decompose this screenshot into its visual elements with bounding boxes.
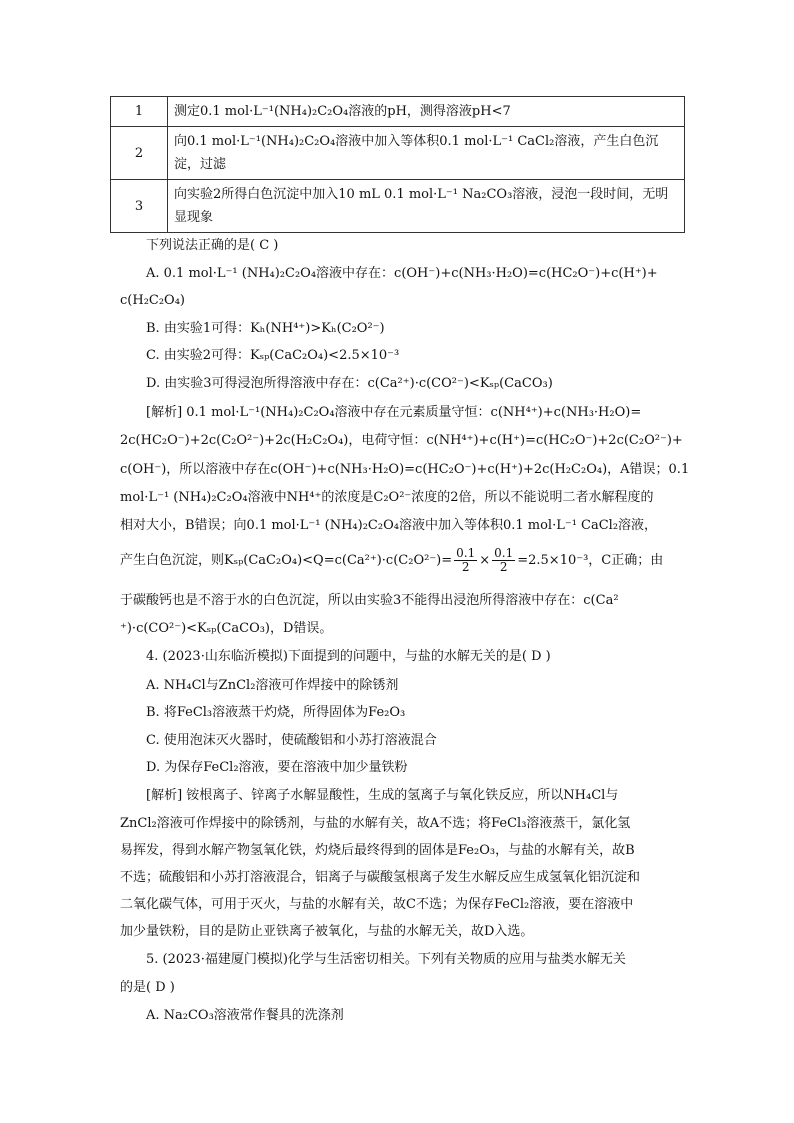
- analysis-line: 加少量铁粉，目的是防止亚铁离子被氧化，与盐的水解无关，故D入选。: [120, 924, 534, 939]
- question-stem: 下列说法正确的是( C ): [146, 238, 279, 253]
- analysis-line: c(OH⁻)，所以溶液中存在c(OH⁻)+c(NH₃·H₂O)=c(HC₂O⁻)+c(H⁺)+2c(H₂C₂O₄)，A错误；0.1: [120, 462, 690, 477]
- option-b: B. 由实验1可得：Kₕ(NH⁴⁺)>Kₕ(C₂O²⁻): [146, 321, 385, 336]
- option-a-cont: c(H₂C₂O₄): [120, 293, 185, 308]
- analysis-line: 易挥发，得到水解产物氢氧化铁，灼烧后最终得到的固体是Fe₂O₃，与盐的水解有关，故B: [120, 843, 635, 858]
- question-5-cont: 的是( D ): [120, 980, 175, 995]
- analysis-line-with-fraction: 产生白色沉淀，则Kₛₚ(CaC₂O₄)<Q=c(Ca²⁺)·c(C₂O²⁻)= $\frac{0.1}{2}$ × $\frac{0.1}{2}$ =2.5×10⁻³，C正确；由: [120, 546, 664, 574]
- analysis-line: mol·L⁻¹ (NH₄)₂C₂O₄溶液中NH⁴⁺的浓度是C₂O²⁻浓度的2倍，所以不能说明二者水解程度的: [120, 490, 654, 505]
- table-row: [111, 180, 685, 233]
- experiment-table: [110, 96, 685, 233]
- fraction: $\frac{0.1}{2}$: [494, 546, 514, 574]
- row-text: 向实验2所得白色沉淀中加入10 mL 0.1 mol·L⁻¹ Na₂CO₃溶液，浸泡一段时间，无明显现象: [168, 180, 685, 233]
- option-c: C. 由实验2可得：Kₛₚ(CaC₂O₄)<2.5×10⁻³: [146, 348, 400, 363]
- analysis-line: [解析] 铵根离子、锌离子水解显酸性，生成的氢离子与氧化铁反应，所以NH₄Cl与: [146, 788, 619, 803]
- table-row: [111, 127, 685, 180]
- question-5: 5. (2023·福建厦门模拟)化学与生活密切相关。下列有关物质的应用与盐类水解无关: [146, 952, 626, 967]
- row-text: 向0.1 mol·L⁻¹(NH₄)₂C₂O₄溶液中加入等体积0.1 mol·L⁻¹ CaCl₂溶液，产生白色沉淀，过滤: [168, 127, 685, 180]
- question-4: 4. (2023·山东临沂模拟)下面提到的问题中，与盐的水解无关的是( D ): [146, 649, 551, 664]
- row-number: 2: [111, 127, 168, 180]
- q4-option-c: C. 使用泡沫灭火器时，使硫酸铝和小苏打溶液混合: [146, 733, 437, 748]
- analysis-line: 于碳酸钙也是不溶于水的白色沉淀，所以由实验3不能得出浸泡所得溶液中存在：c(Ca²: [120, 593, 619, 608]
- q4-option-d: D. 为保存FeCl₂溶液，要在溶液中加少量铁粉: [146, 760, 408, 775]
- analysis-line: 2c(HC₂O⁻)+2c(C₂O²⁻)+2c(H₂C₂O₄)，电荷守恒：c(NH⁴⁺)+c(H⁺)=c(HC₂O⁻)+2c(C₂O²⁻)+: [120, 433, 683, 448]
- analysis-line: 二氧化碳气体，可用于灭火，与盐的水解有关，故C不选；为保存FeCl₂溶液，要在溶液中: [120, 897, 634, 912]
- row-number: 1: [111, 97, 168, 127]
- table-row: [111, 97, 685, 127]
- row-text: 测定0.1 mol·L⁻¹(NH₄)₂C₂O₄溶液的pH，测得溶液pH<7: [168, 97, 685, 127]
- fraction: $\frac{0.1}{2}$: [456, 546, 476, 574]
- q5-option-a: A. Na₂CO₃溶液常作餐具的洗涤剂: [146, 1008, 344, 1023]
- analysis-line: ZnCl₂溶液可作焊接中的除锈剂，与盐的水解有关，故A不选；将FeCl₃溶液蒸干，氯化氢: [120, 816, 631, 831]
- analysis-text: 产生白色沉淀，则Kₛₚ(CaC₂O₄)<Q=c(Ca²⁺)·c(C₂O²⁻)=: [120, 553, 453, 568]
- analysis-line: 相对大小，B错误；向0.1 mol·L⁻¹ (NH₄)₂C₂O₄溶液中加入等体积0.1 mol·L⁻¹ CaCl₂溶液，: [120, 518, 658, 533]
- option-d: D. 由实验3可得浸泡所得溶液中存在：c(Ca²⁺)·c(CO²⁻)<Kₛₚ(CaCO₃): [146, 376, 553, 391]
- analysis-line: ⁺)·c(CO²⁻)<Kₛₚ(CaCO₃)，D错误。: [120, 621, 333, 636]
- analysis-line: [解析] 0.1 mol·L⁻¹(NH₄)₂C₂O₄溶液中存在元素质量守恒：c(NH⁴⁺)+c(NH₃·H₂O)=: [146, 405, 642, 420]
- option-a: A. 0.1 mol·L⁻¹ (NH₄)₂C₂O₄溶液中存在：c(OH⁻)+c(NH₃·H₂O)=c(HC₂O⁻)+c(H⁺)+: [146, 266, 658, 281]
- row-number: 3: [111, 180, 168, 233]
- q4-option-a: A. NH₄Cl与ZnCl₂溶液可作焊接中的除锈剂: [146, 678, 399, 693]
- analysis-line: 不选；硫酸铝和小苏打溶液混合，铝离子与碳酸氢根离子发生水解反应生成氢氧化铝沉淀和: [120, 870, 641, 885]
- q4-option-b: B. 将FeCl₃溶液蒸干灼烧，所得固体为Fe₂O₃: [146, 705, 406, 720]
